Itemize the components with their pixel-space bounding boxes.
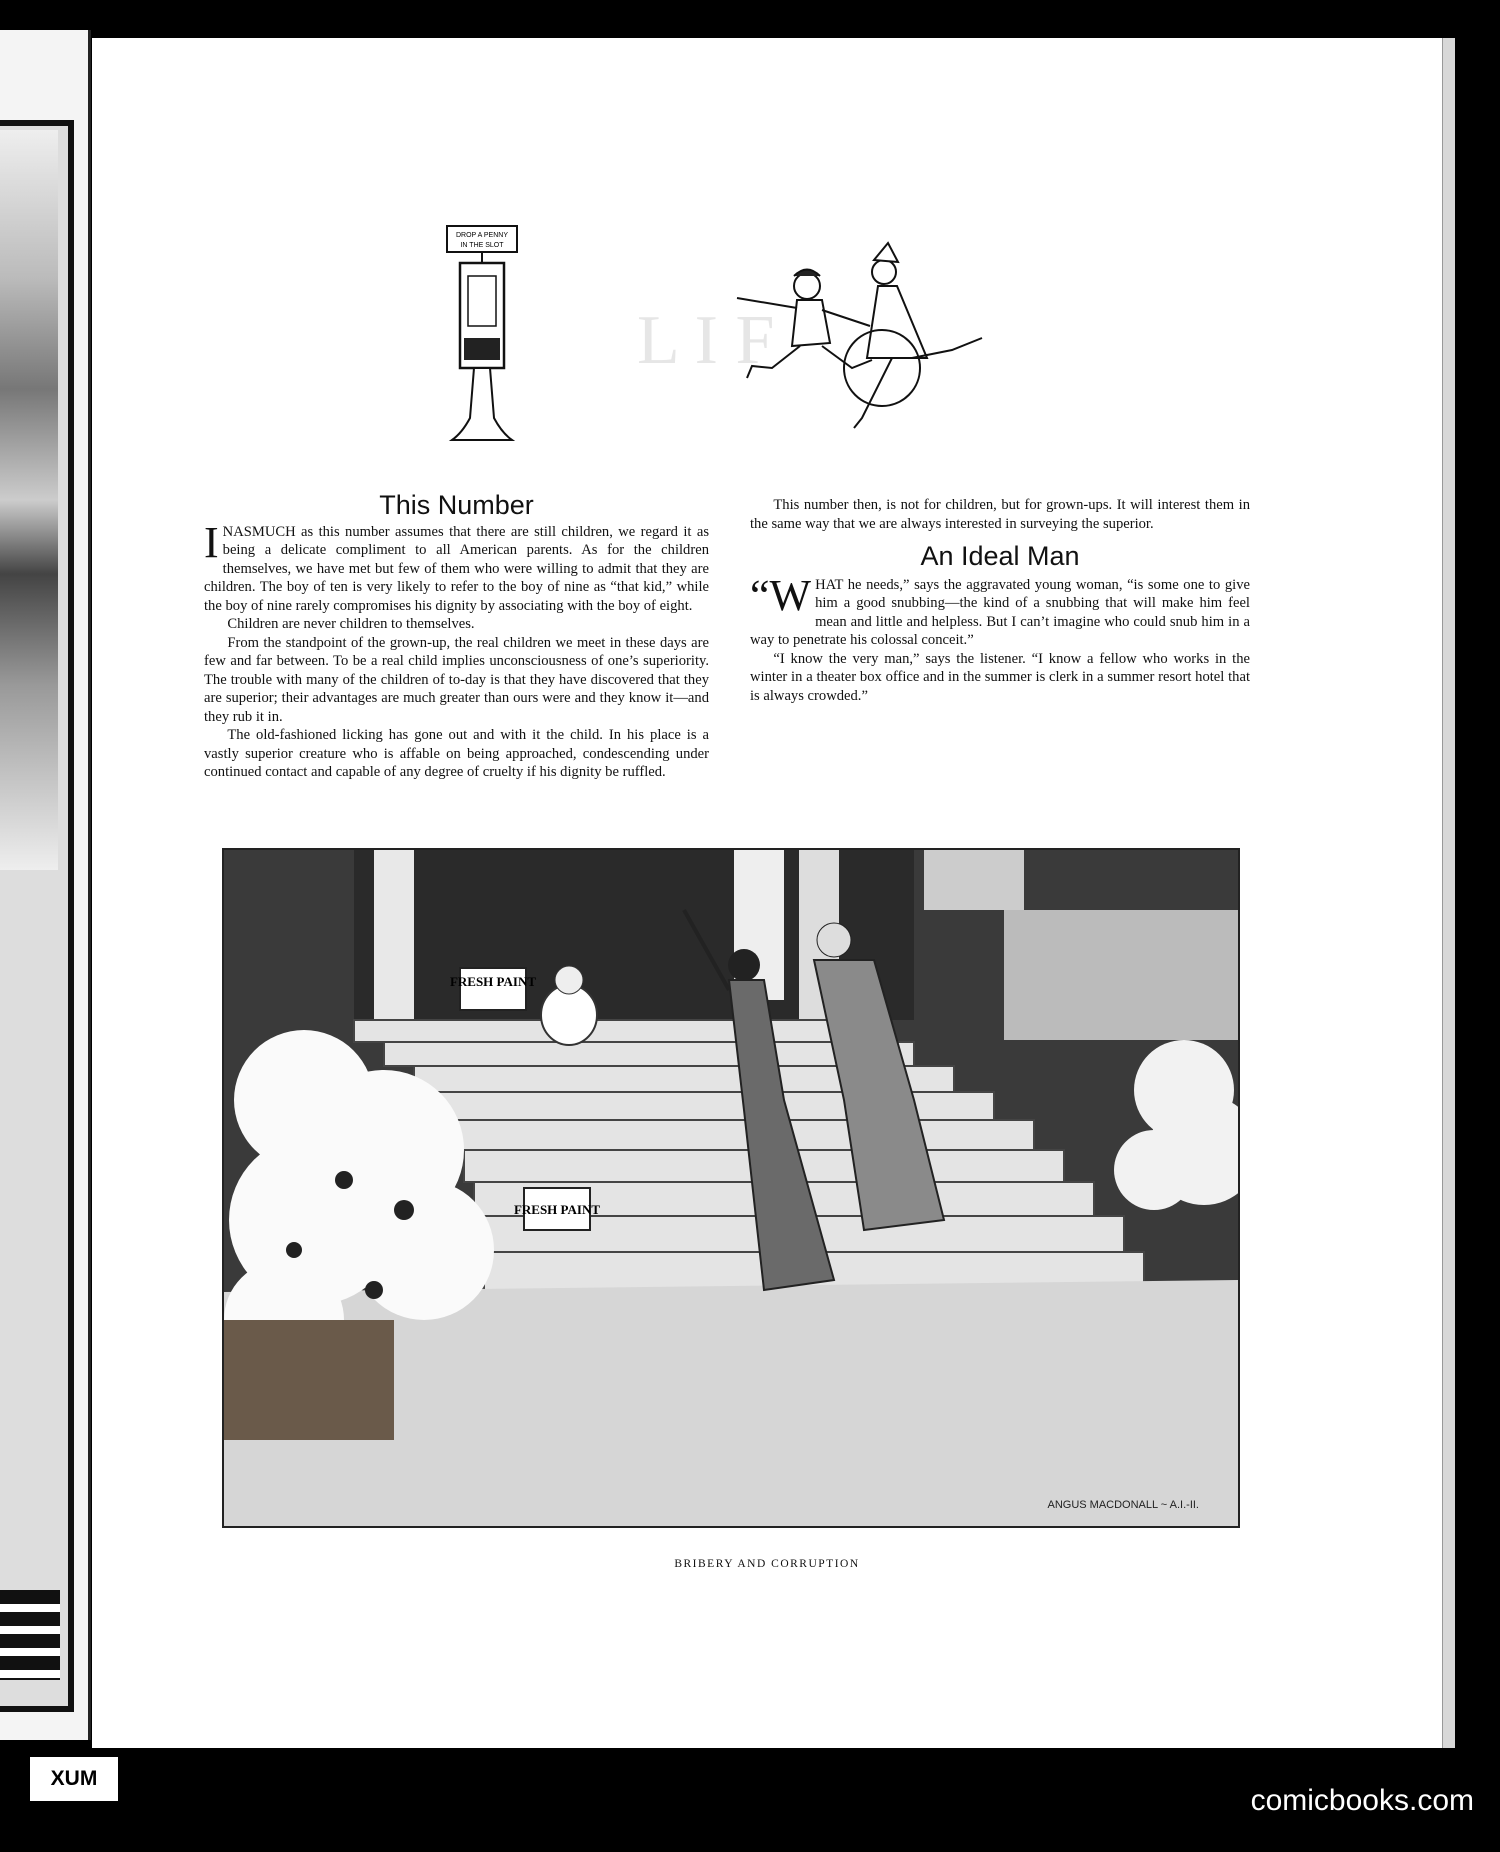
paragraph: From the standpoint of the grown-up, the real children we meet in these days are few and far between. To be a real child implies unconsciousness of one’s superiority. The trouble with many of the children of to-day is that they have discovered that they are superior; their advantages are much greater than ours were and they know it—and they rub it in.	[204, 634, 709, 725]
illustration-caption: BRIBERY AND CORRUPTION	[674, 1558, 860, 1570]
artist-signature: ANGUS MACDONALL ~ A.I.-II.	[1047, 1499, 1199, 1511]
bribery-illustration	[222, 848, 1240, 1528]
paragraph: This number then, is not for children, but for grown-ups. It will interest them in the same way that we are always interested in surveying the superior.	[750, 497, 1250, 532]
article-title-this-number: This Number	[379, 490, 534, 520]
page-edge	[1442, 38, 1455, 1748]
fresh-paint-sign-top: FRESH PAINT	[449, 974, 537, 989]
masthead-letters: L I F	[637, 302, 775, 379]
slot-sign-line1: DROP A PENNY	[455, 232, 509, 239]
article-title-ideal-man: An Ideal Man	[920, 541, 1080, 571]
facing-page-border	[0, 1590, 60, 1680]
slot-sign-line2: IN THE SLOT	[460, 242, 504, 249]
dropcap-i: I	[204, 517, 219, 567]
facing-page-illustration	[0, 130, 58, 870]
watermark: comicbooks.com	[1250, 1784, 1474, 1817]
magazine-page	[92, 38, 1442, 1748]
left-column	[204, 490, 709, 782]
paragraph: “I know the very man,” says the listener. “I know a fellow who works in the winter in a theater box office and in the summer is clerk in a summer resort hotel that is always crowded.”	[750, 650, 1250, 704]
right-column	[750, 496, 1250, 705]
paragraph: The old-fashioned licking has gone out and with it the child. In his place is a vastly superior creature who is affable on being approached, condescending under continued contact and capable of any degree of cruelty if his dignity be ruffled.	[204, 727, 709, 780]
archive-tag: XUM	[30, 1757, 118, 1801]
dropcap-w: “W	[750, 570, 812, 620]
paragraph: Children are never children to themselves.	[227, 616, 475, 632]
facing-page-strip	[0, 30, 91, 1740]
paragraph: NASMUCH as this number assumes that there are still children, we regard it as being a delicate compliment to all American parents. As for the children themselves, we have met but few of them who were willing to admit that they are children. The boy of ten is very likely to refer to the boy of nine as “that kid,” while the boy of nine rarely compromises his dignity by associating with the boy of eight.	[204, 523, 709, 614]
paragraph: HAT he needs,” says the aggravated young woman, “is some one to give him a good snubbing—the kind of a snubbing that will make him feel mean and little and helpless. But I can’t imagine who could snub him in a way to penetrate his colossal conceit.”	[750, 576, 1250, 648]
masthead-illustration	[392, 218, 1152, 458]
fresh-paint-sign-bottom: FRESH PAINT	[513, 1202, 601, 1217]
